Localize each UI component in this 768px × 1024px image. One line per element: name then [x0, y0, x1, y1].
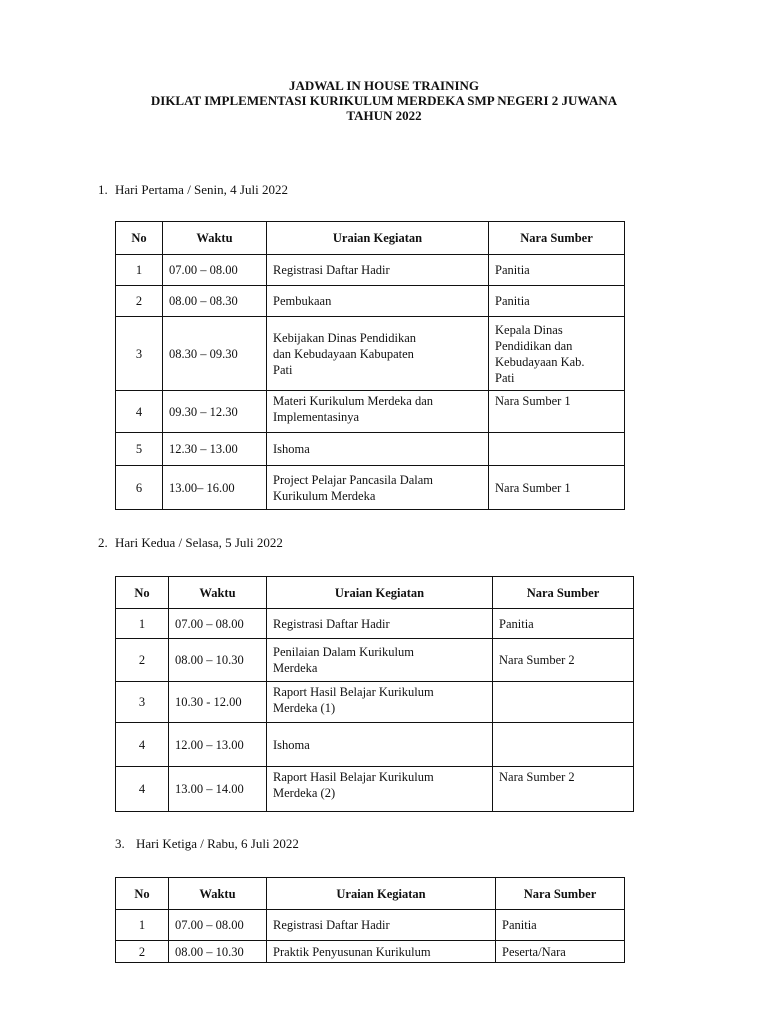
cell-no: 1 [116, 910, 169, 941]
cell-uraian-line: Materi Kurikulum Merdeka dan [273, 394, 434, 408]
table-row [116, 723, 634, 767]
header-no: No [116, 577, 169, 609]
cell-no: 3 [116, 317, 163, 391]
day3-heading [115, 836, 299, 852]
cell-no: 1 [116, 255, 163, 286]
doc-title-line3: TAHUN 2022 [346, 108, 422, 123]
cell-nara [489, 286, 625, 317]
header-nara: Nara Sumber [493, 577, 634, 609]
cell-uraian [267, 317, 489, 391]
cell-waktu: 07.00 – 08.00 [169, 609, 267, 639]
cell-uraian-line: Ishoma [273, 737, 310, 752]
cell-no: 2 [116, 639, 169, 682]
cell-nara-line: Pati [495, 370, 515, 385]
cell-uraian-line: Kebijakan Dinas Pendidikan [273, 330, 417, 345]
cell-uraian [267, 910, 496, 941]
cell-nara-line: Nara Sumber 2 [499, 653, 575, 667]
cell-uraian [267, 609, 493, 639]
cell-no: 4 [116, 391, 163, 433]
cell-nara [489, 255, 625, 286]
cell-uraian-line: Project Pelajar Pancasila Dalam [273, 472, 434, 487]
cell-nara-line: Panitia [502, 918, 537, 932]
cell-uraian [267, 682, 493, 723]
header-waktu: Waktu [163, 222, 267, 255]
header-no: No [116, 878, 169, 910]
cell-uraian-line: Implementasinya [273, 410, 360, 424]
cell-uraian-line: Kurikulum Merdeka [273, 488, 376, 503]
cell-no: 4 [116, 723, 169, 767]
table-row [116, 255, 625, 286]
cell-no: 4 [116, 767, 169, 812]
cell-waktu: 07.00 – 08.00 [169, 910, 267, 941]
cell-nara-line: Nara Sumber 1 [495, 394, 571, 408]
cell-no: 5 [116, 433, 163, 466]
cell-uraian-line: Pati [273, 362, 293, 377]
cell-uraian-line: Merdeka [273, 661, 318, 675]
cell-nara-line: Panitia [499, 616, 534, 631]
cell-nara-line: Nara Sumber 1 [495, 480, 571, 495]
cell-nara [489, 433, 625, 466]
day1-heading [98, 182, 288, 198]
cell-nara-line: Panitia [495, 294, 530, 308]
table-row [116, 286, 625, 317]
cell-nara-line: Pendidikan dan [495, 338, 573, 353]
cell-nara [493, 682, 634, 723]
cell-waktu: 12.30 – 13.00 [163, 433, 267, 466]
day3-table [115, 877, 625, 963]
cell-nara-line: Kepala Dinas [495, 322, 563, 337]
cell-nara-line: Panitia [495, 263, 530, 277]
cell-nara [496, 910, 625, 941]
cell-waktu: 12.00 – 13.00 [169, 723, 267, 767]
day1-heading-text: Hari Pertama / Senin, 4 Juli 2022 [115, 182, 288, 197]
cell-nara-line: Kebudayaan Kab. [495, 354, 585, 369]
cell-waktu: 13.00 – 14.00 [169, 767, 267, 812]
cell-nara-line: Peserta/Nara [502, 944, 566, 959]
table-row [116, 317, 625, 391]
cell-waktu: 07.00 – 08.00 [163, 255, 267, 286]
cell-uraian-line: Registrasi Daftar Hadir [273, 263, 390, 277]
header-nara: Nara Sumber [489, 222, 625, 255]
day2-table [115, 576, 634, 812]
table-row [116, 433, 625, 466]
cell-uraian [267, 466, 489, 510]
cell-uraian-line: Raport Hasil Belajar Kurikulum [273, 770, 434, 784]
cell-uraian [267, 723, 493, 767]
header-no: No [116, 222, 163, 255]
day3-number: 3. [115, 836, 125, 851]
cell-no: 1 [116, 609, 169, 639]
cell-uraian [267, 639, 493, 682]
cell-nara-line: Nara Sumber 2 [499, 770, 575, 784]
cell-uraian-line: Raport Hasil Belajar Kurikulum [273, 685, 434, 699]
day2-number: 2. [98, 535, 108, 550]
cell-uraian-line: Merdeka (1) [273, 701, 336, 715]
cell-uraian-line: Pembukaan [273, 294, 332, 308]
table-row [116, 466, 625, 510]
cell-uraian-line: Praktik Penyusunan Kurikulum [273, 944, 431, 959]
cell-uraian-line: Merdeka (2) [273, 786, 336, 800]
cell-nara [493, 767, 634, 812]
cell-uraian [267, 767, 493, 812]
cell-nara [493, 639, 634, 682]
cell-no: 2 [116, 286, 163, 317]
cell-uraian [267, 391, 489, 433]
table-row [116, 639, 634, 682]
doc-title-line1: JADWAL IN HOUSE TRAINING [288, 78, 480, 93]
cell-nara [496, 941, 625, 963]
header-uraian: Uraian Kegiatan [267, 878, 496, 910]
cell-nara [489, 391, 625, 433]
table-row [116, 609, 634, 639]
day1-number: 1. [98, 182, 108, 197]
cell-uraian-line: Registrasi Daftar Hadir [273, 616, 390, 631]
cell-uraian-line: Penilaian Dalam Kurikulum [273, 645, 414, 659]
table-row [116, 682, 634, 723]
cell-nara [493, 609, 634, 639]
cell-uraian [267, 941, 496, 963]
cell-uraian [267, 286, 489, 317]
table-row [116, 941, 625, 963]
cell-nara [489, 466, 625, 510]
cell-uraian-line: Registrasi Daftar Hadir [273, 918, 390, 932]
cell-uraian-line: dan Kebudayaan Kabupaten [273, 346, 414, 361]
header-waktu: Waktu [169, 878, 267, 910]
day1-table [115, 221, 625, 510]
header-waktu: Waktu [169, 577, 267, 609]
cell-waktu: 08.00 – 08.30 [163, 286, 267, 317]
header-uraian: Uraian Kegiatan [267, 577, 493, 609]
cell-waktu: 10.30 - 12.00 [169, 682, 267, 723]
cell-nara [489, 317, 625, 391]
table-row [116, 767, 634, 812]
cell-waktu: 08.00 – 10.30 [169, 639, 267, 682]
day2-heading-text: Hari Kedua / Selasa, 5 Juli 2022 [115, 535, 283, 550]
cell-no: 3 [116, 682, 169, 723]
cell-uraian-line: Ishoma [273, 442, 310, 456]
doc-title-line2: DIKLAT IMPLEMENTASI KURIKULUM MERDEKA SMP NEGERI 2 JUWANA [150, 93, 618, 108]
day3-heading-text: Hari Ketiga / Rabu, 6 Juli 2022 [136, 836, 299, 851]
cell-no: 6 [116, 466, 163, 510]
cell-uraian [267, 255, 489, 286]
table-row [116, 910, 625, 941]
cell-waktu: 08.30 – 09.30 [163, 317, 267, 391]
cell-no: 2 [116, 941, 169, 963]
header-uraian: Uraian Kegiatan [267, 222, 489, 255]
header-nara: Nara Sumber [496, 878, 625, 910]
cell-waktu: 09.30 – 12.30 [163, 391, 267, 433]
cell-waktu: 08.00 – 10.30 [169, 941, 267, 963]
cell-waktu: 13.00– 16.00 [163, 466, 267, 510]
cell-nara [493, 723, 634, 767]
table-row [116, 391, 625, 433]
cell-uraian [267, 433, 489, 466]
day2-heading [98, 535, 283, 551]
